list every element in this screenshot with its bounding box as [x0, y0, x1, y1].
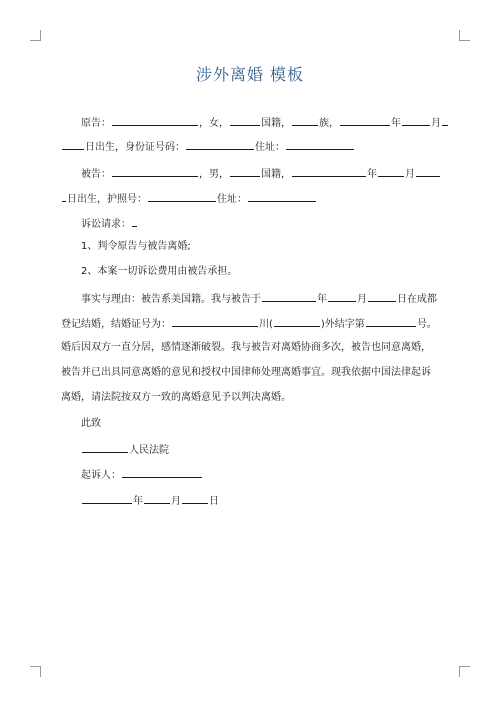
- facts-label: 事实与理由：被告系美国籍。我与被告于: [81, 294, 261, 305]
- defendant-nationality-blank[interactable]: [230, 166, 260, 177]
- date-year-blank[interactable]: [82, 493, 132, 504]
- facts-text: 日在成都: [397, 294, 437, 305]
- date-day-label: 日: [209, 496, 219, 507]
- plaintiff-signature-blank[interactable]: [122, 467, 202, 478]
- certificate-suffix: 号。: [416, 319, 437, 330]
- facts-line-4: 被告并已出具同意离婚的意见和授权中国律师处理离婚事宜。现我依据中国法律起诉: [61, 367, 431, 378]
- plaintiff-id-blank[interactable]: [186, 139, 254, 150]
- defendant-gender: ，男，: [199, 169, 229, 180]
- plaintiff-label: 原告：: [81, 118, 111, 129]
- document-title: 涉外离婚 模板: [195, 65, 305, 84]
- claims-blank[interactable]: [132, 216, 137, 227]
- plaintiff-birth-day-blank[interactable]: [62, 139, 84, 150]
- defendant-birth-month-blank[interactable]: [378, 166, 404, 177]
- certificate-label: 登记结婚，结婚证号为：: [61, 319, 171, 330]
- crop-mark-top-right: [459, 30, 470, 41]
- nationality-label: 国籍，: [261, 169, 291, 180]
- month-label: 月: [405, 169, 415, 180]
- certificate-prefix: 川(: [259, 319, 273, 330]
- facts-line-2: [61, 316, 437, 332]
- certificate-mid: )外结字第: [320, 319, 365, 330]
- defendant-birth-year-blank[interactable]: [292, 166, 366, 177]
- defendant-line-2: [61, 191, 317, 207]
- defendant-birth-day-blank[interactable]: [416, 166, 440, 177]
- plaintiff-birth-month-blank[interactable]: [402, 115, 430, 126]
- certificate-year-blank[interactable]: [274, 316, 320, 327]
- year-label: 年: [367, 169, 377, 180]
- plaintiff-birth-year-blank[interactable]: [340, 115, 390, 126]
- date-day-blank[interactable]: [182, 493, 208, 504]
- court-label: 人民法院: [129, 445, 169, 456]
- defendant-address-blank[interactable]: [248, 191, 316, 202]
- facts-line-1: [81, 291, 437, 307]
- defendant-label: 被告：: [81, 169, 111, 180]
- date-month-label: 月: [171, 496, 181, 507]
- trailing-blank[interactable]: [442, 115, 448, 126]
- passport-blank[interactable]: [148, 191, 216, 202]
- facts-line-5: 离婚，请法院按双方一致的离婚意见予以判决离婚。: [61, 392, 291, 403]
- ethnicity-label: 族，: [319, 118, 339, 129]
- plaintiff-gender: ，女，: [199, 118, 229, 129]
- salutation: 此致: [81, 418, 101, 429]
- crop-mark-top-left: [30, 30, 41, 41]
- nationality-label: 国籍，: [261, 118, 291, 129]
- marriage-month-blank[interactable]: [328, 291, 356, 302]
- address-label: 住址：: [255, 142, 285, 153]
- plaintiff-signature-line: [81, 467, 203, 483]
- marriage-day-blank[interactable]: [368, 291, 396, 302]
- plaintiff-signature-label: 起诉人：: [81, 470, 121, 481]
- court-line: [81, 442, 169, 458]
- date-year-label: 年: [133, 496, 143, 507]
- plaintiff-nationality-blank[interactable]: [230, 115, 260, 126]
- plaintiff-name-blank[interactable]: [112, 115, 198, 126]
- birth-id-label: 日出生，身份证号码：: [85, 142, 185, 153]
- claims-label: 诉讼请求：: [81, 219, 131, 230]
- claim-2: 2、本案一切诉讼费用由被告承担。: [81, 266, 238, 277]
- claim-1: 1、判令原告与被告离婚;: [81, 241, 191, 252]
- date-month-blank[interactable]: [144, 493, 170, 504]
- certificate-serial-blank[interactable]: [366, 316, 416, 327]
- plaintiff-ethnicity-blank[interactable]: [292, 115, 318, 126]
- date-line: [81, 493, 219, 509]
- month-label: 月: [357, 294, 367, 305]
- defendant-name-blank[interactable]: [112, 166, 198, 177]
- plaintiff-address-blank[interactable]: [286, 139, 354, 150]
- plaintiff-line: [81, 115, 449, 131]
- marriage-year-blank[interactable]: [262, 291, 316, 302]
- plaintiff-line-2: [61, 139, 355, 155]
- address-label: 住址：: [217, 194, 247, 205]
- court-name-blank[interactable]: [82, 442, 128, 453]
- defendant-line: [81, 166, 441, 182]
- year-label: 年: [391, 118, 401, 129]
- crop-mark-bottom-left: [30, 666, 41, 677]
- month-label: 月: [431, 118, 441, 129]
- birth-passport-label: 日出生，护照号：: [67, 194, 147, 205]
- claims-heading: [81, 216, 138, 232]
- defendant-day-blank[interactable]: [62, 191, 66, 202]
- certificate-number-blank[interactable]: [172, 316, 258, 327]
- crop-mark-bottom-right: [459, 666, 470, 677]
- facts-line-3: 婚后因双方一直分居，感情逐渐破裂。我与被告对离婚协商多次，被告也同意离婚，: [61, 342, 431, 353]
- year-label: 年: [317, 294, 327, 305]
